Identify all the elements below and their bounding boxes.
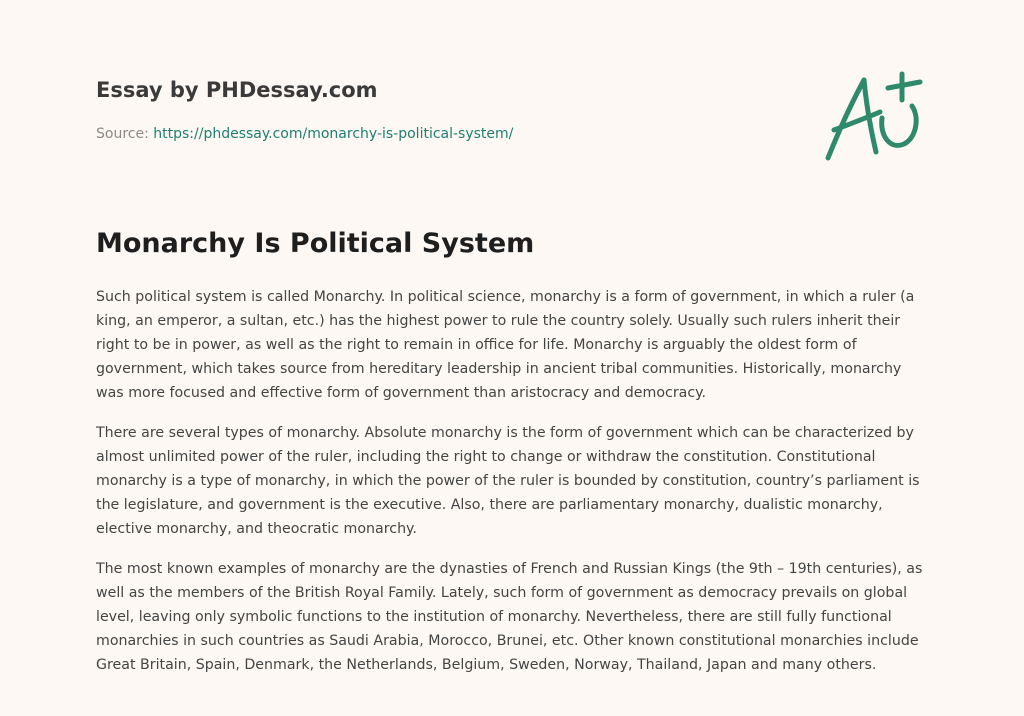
source-link[interactable]: https://phdessay.com/monarchy-is-political-system/ [153,126,514,142]
source-line [96,124,796,144]
a-plus-grade-icon [818,66,930,166]
header [96,76,796,144]
source-label: Source: [96,126,154,142]
essay-title: Monarchy Is Political System [96,228,535,259]
essay-body [96,285,932,693]
paragraph: There are several types of monarchy. Absolute monarchy is the form of government which can be characterized by almost unlimited power of the ruler, including the right to change or withdraw the constitution. Constitutional monarchy is a type of monarchy, in which the power of the ruler is bounded by constitution, country’s parliament is the legislature, and government is the executive. Also, there are parliamentary monarchy, dualistic monarchy, elective monarchy, and theocratic monarchy. [96,425,920,537]
brand-title: Essay by PHDessay.com [96,78,378,102]
paragraph: The most known examples of monarchy are the dynasties of French and Russian Kings (the 9th – 19th centuries), as well as the members of the British Royal Family. Lately, such form of government as democracy prevails on global level, leaving only symbolic functions to the institution of monarchy. Nevertheless, there are still fully functional monarchies in such countries as Saudi Arabia, Morocco, Brunei, etc. Other known constitutional monarchies include Great Britain, Spain, Denmark, the Netherlands, Belgium, Sweden, Norway, Thailand, Japan and many others. [96,561,923,673]
paragraph: Such political system is called Monarchy. In political science, monarchy is a form of government, in which a ruler (a king, an emperor, a sultan, etc.) has the highest power to rule the country solely. Usually such rulers inherit their right to be in power, as well as the right to remain in office for life. Monarchy is arguably the oldest form of government, which takes source from hereditary leadership in ancient tribal communities. Historically, monarchy was more focused and effective form of government than aristocracy and democracy. [96,289,915,401]
